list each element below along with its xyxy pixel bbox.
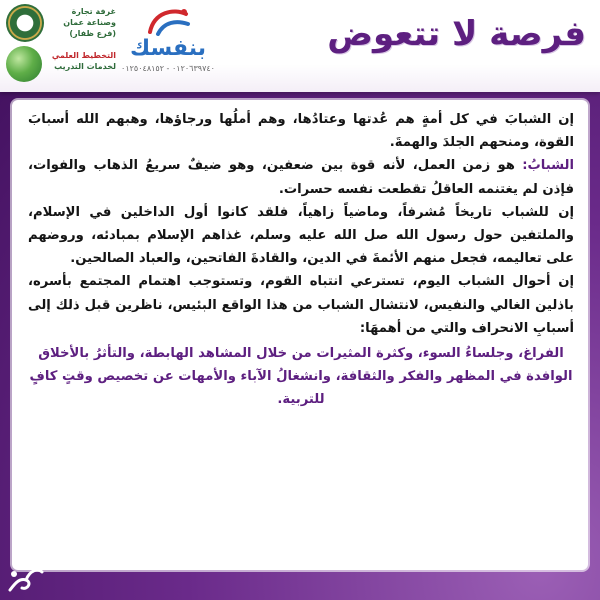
chamber-name-line3: (فرع ظفار)	[69, 29, 116, 38]
planning-name-line2: لخدمات التدريب	[54, 62, 116, 71]
chamber-name-line2: وصناعة عمان	[63, 18, 116, 27]
planning-logo	[6, 46, 116, 86]
content-panel	[12, 100, 588, 570]
brand-logo	[118, 6, 218, 76]
paragraph-causes: الفراغ، وجلساءُ السوء، وكثرة المثيرات من خلال المشاهد الهابطة، والتأثرُ بالأخلاق الوافدة في المظهر والفكر والثقافة، وانشغالُ الآباء والأمهات عن تخصيص وقتٍ كافٍ للتربية.	[29, 346, 573, 408]
paragraph-current-state: إن أحوال الشباب اليوم، تسترعي انتباه القوم، وتستوجب اهتمام المجتمع بأسره، باذلين الغالي والنفيس، لانتشال الشباب من هذا الواقع البئيس، ناظرين قبل ذلك إلى أسبابِ الانحراف والتي من أهمهَا:	[28, 274, 574, 336]
youth-definition-text: هو زمن العمل، لأنه قوة بين ضعفين، وهو ضيفٌ سريعُ الذهاب والفوات، فإذن لم يغتنمه العاقلُ تقطعت نفسه حسرات.	[28, 158, 574, 197]
page-title: فرصة لا تتعوض	[327, 14, 586, 54]
paragraph-intro: إن الشبابَ في كل أمةٍ هم عُدتها وعتادُها، وهم أملُها ورجاؤها، وهبهم الله أسبابَ القوة، ومنحهم الجلدَ والهمةَ.	[28, 112, 574, 151]
brand-phone: ٠١٢٠٦٣٩٧٤٠ - ٠١٢٥٠٤٨١٥٢	[121, 64, 215, 73]
brand-swoosh-icon	[144, 6, 192, 36]
paragraph-history: إن للشباب تاريخاً مُشرفاً، وماضياً زاهياً، فلقد كانوا أول الداخلين في الإسلام، والملتفين حول رسول الله صل الله عليه وسلم، غذاهم الإسلام بمبادئه، وروضهم على تعاليمه، فجعل منهم الأئمةَ في الدين، والقادةَ الفاتحين، والعباد الصالحين.	[28, 204, 574, 267]
planning-name-line1: التخطيط العلمي	[51, 51, 116, 60]
chamber-name-line1: غرفة تجارة	[71, 7, 116, 16]
brand-name: بنفسك	[130, 36, 206, 61]
chamber-logo	[6, 4, 116, 44]
chamber-seal-icon	[6, 4, 44, 42]
paragraph-youth-definition	[28, 154, 574, 200]
article-body	[28, 108, 574, 412]
globe-icon	[6, 46, 42, 82]
flourish-icon	[6, 560, 46, 596]
youth-label: الشبابُ:	[522, 158, 574, 174]
header-bar	[0, 0, 600, 92]
